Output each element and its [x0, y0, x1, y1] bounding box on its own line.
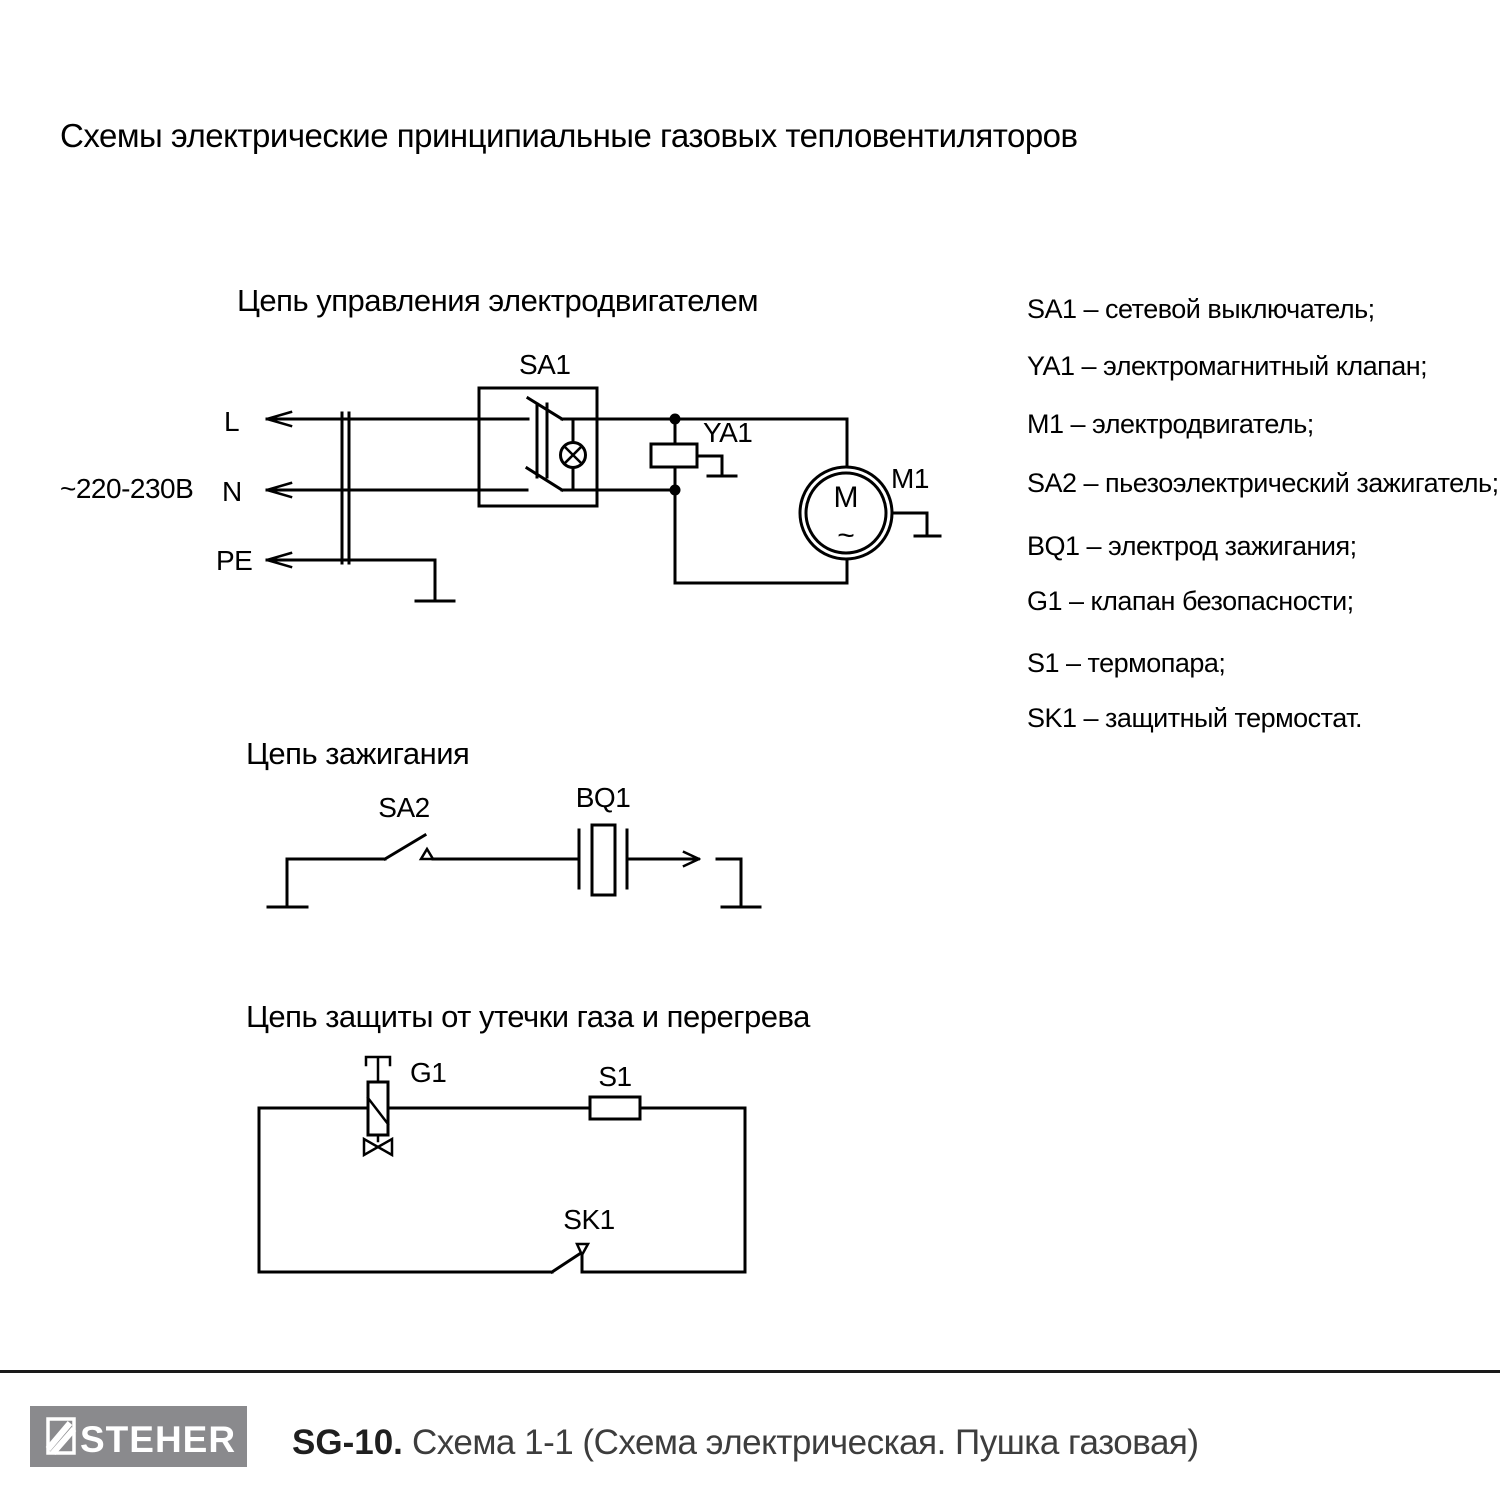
valve-bowtie-icon — [364, 1135, 392, 1155]
terminal-label-l: L — [224, 406, 240, 437]
terminal-label-n: N — [222, 476, 242, 507]
protection-circuit-title: Цепь защиты от утечки газа и перегрева — [246, 999, 810, 1034]
sa2-switch — [287, 792, 433, 859]
sa1-lower-lever — [527, 468, 562, 490]
g1-thermal-actuator-icon — [366, 1057, 390, 1082]
ya1-valve — [651, 417, 752, 490]
sa2-label: SA2 — [378, 792, 430, 823]
footer-model: SG-10. — [292, 1423, 403, 1462]
steher-logo — [30, 1406, 247, 1467]
g1-diagonal — [368, 1098, 388, 1124]
bq1-crystal-box — [592, 825, 615, 895]
legend — [1027, 294, 1499, 733]
lamp-icon — [561, 419, 586, 490]
legend-item: S1 – термопара; — [1027, 648, 1226, 678]
ground-icon — [416, 560, 454, 601]
sa1-switch — [479, 349, 597, 506]
s1-box — [590, 1097, 640, 1119]
ignition-circuit — [246, 736, 760, 907]
legend-item: G1 – клапан безопасности; — [1027, 586, 1354, 616]
g1-valve — [364, 1057, 446, 1155]
protection-circuit — [246, 999, 811, 1272]
g1-label: G1 — [410, 1057, 447, 1088]
control-circuit — [60, 283, 940, 601]
connector-double-line — [342, 413, 349, 563]
voltage-label: ~220-230В — [60, 473, 194, 504]
page-title: Схемы электрические принципиальные газовых тепловентиляторов — [60, 117, 1078, 154]
g1-body-box — [368, 1082, 388, 1135]
motor-ac-sign: ~ — [837, 519, 855, 552]
bq1-label: BQ1 — [575, 782, 631, 813]
ya1-coil-box — [651, 444, 697, 467]
legend-item: YA1 – электромагнитный клапан; — [1027, 351, 1428, 381]
sa2-lever — [385, 835, 425, 859]
ground-icon — [717, 859, 760, 907]
line-l-wire — [267, 412, 528, 426]
m1-label: M1 — [891, 463, 929, 494]
motor-feed-wires — [675, 419, 847, 583]
m1-motor — [800, 463, 940, 559]
ground-icon — [892, 513, 940, 536]
ground-icon — [697, 456, 736, 476]
s1-thermocouple — [590, 1061, 640, 1119]
legend-item: SK1 – защитный термостат. — [1027, 703, 1363, 733]
ground-icon — [268, 859, 307, 907]
sa2-contact-icon — [421, 849, 433, 859]
sk1-lever — [552, 1253, 581, 1272]
legend-item: SA2 – пьезоэлектрический зажигатель; — [1027, 468, 1499, 498]
legend-item: BQ1 – электрод зажигания; — [1027, 531, 1357, 561]
motor-letter: M — [833, 481, 859, 514]
sa1-upper-lever — [528, 398, 562, 419]
legend-item: M1 – электродвигатель; — [1027, 409, 1314, 439]
sa1-link-lines — [537, 404, 547, 477]
s1-label: S1 — [598, 1061, 632, 1092]
sk1-thermostat — [552, 1204, 615, 1272]
ya1-label: YA1 — [703, 417, 753, 448]
control-circuit-title: Цепь управления электродвигателем — [237, 283, 759, 318]
logo-wordmark: STEHER — [80, 1419, 237, 1460]
spark-arrow — [627, 852, 699, 866]
bq1-igniter — [576, 782, 631, 895]
ignition-circuit-title: Цепь зажигания — [246, 736, 470, 771]
footer-caption: Схема 1-1 (Схема электрическая. Пушка газовая) — [412, 1423, 1199, 1462]
footer — [0, 1372, 1500, 1468]
line-pe-wire — [267, 553, 454, 601]
sa1-label: SA1 — [519, 349, 571, 380]
terminal-label-pe: PE — [216, 545, 253, 576]
sk1-label: SK1 — [563, 1204, 615, 1235]
legend-item: SA1 – сетевой выключатель; — [1027, 294, 1375, 324]
protection-loop-wires — [259, 1108, 745, 1272]
line-n-wire — [267, 483, 527, 497]
